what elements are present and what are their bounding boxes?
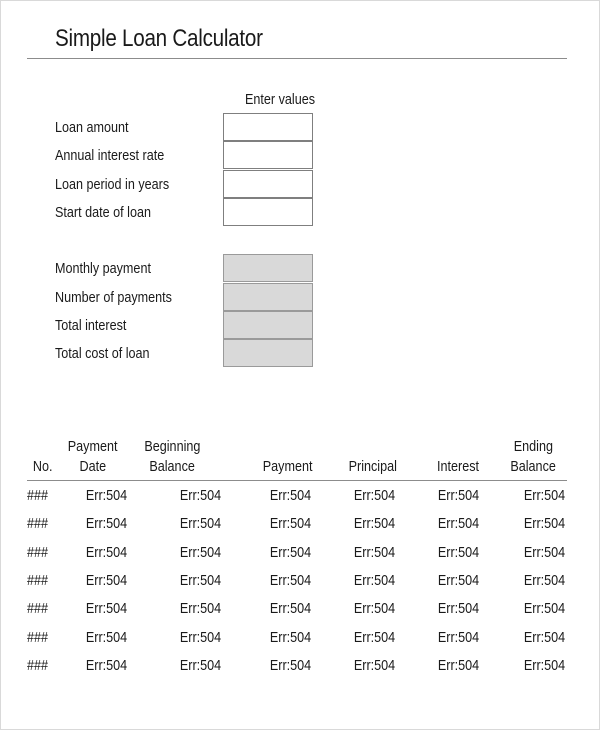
cell-no: ### <box>27 571 49 589</box>
cell-payment-date: Err:504 <box>85 600 127 618</box>
start-date-label: Start date of loan <box>55 204 151 221</box>
cell-ending-balance: Err:504 <box>523 571 565 589</box>
annual-interest-rate-label: Annual interest rate <box>55 147 165 164</box>
loan-period-input[interactable] <box>223 170 313 198</box>
loan-amount-label: Loan amount <box>55 119 129 136</box>
header-ending-balance: Ending Balance <box>510 438 556 475</box>
table-row <box>1 482 600 510</box>
cell-beginning-balance: Err:504 <box>179 656 221 674</box>
cell-principal: Err:504 <box>353 628 395 646</box>
cell-ending-balance: Err:504 <box>523 543 565 561</box>
cell-beginning-balance: Err:504 <box>179 571 221 589</box>
cell-ending-balance: Err:504 <box>523 600 565 618</box>
cell-interest: Err:504 <box>437 543 479 561</box>
cell-no: ### <box>27 656 49 674</box>
table-row <box>1 624 600 652</box>
cell-interest: Err:504 <box>437 487 479 504</box>
cell-ending-balance: Err:504 <box>523 628 565 646</box>
table-header-divider <box>27 480 567 481</box>
cell-payment-date: Err:504 <box>85 571 127 589</box>
enter-values-label: Enter values <box>245 91 316 108</box>
cell-beginning-balance: Err:504 <box>179 515 221 533</box>
cell-interest: Err:504 <box>437 571 479 589</box>
cell-payment: Err:504 <box>269 600 311 618</box>
table-row <box>1 652 600 680</box>
cell-interest: Err:504 <box>437 600 479 618</box>
cell-payment: Err:504 <box>269 543 311 561</box>
header-payment: Payment <box>263 458 313 475</box>
cell-beginning-balance: Err:504 <box>179 600 221 618</box>
total-cost-output <box>223 339 313 367</box>
cell-interest: Err:504 <box>437 515 479 533</box>
cell-principal: Err:504 <box>353 656 395 674</box>
header-beginning-balance: Beginning Balance <box>143 438 201 475</box>
table-row <box>1 595 600 623</box>
cell-payment-date: Err:504 <box>85 656 127 674</box>
monthly-payment-label: Monthly payment <box>55 260 151 277</box>
cell-payment-date: Err:504 <box>85 628 127 646</box>
cell-payment-date: Err:504 <box>85 487 127 504</box>
monthly-payment-output <box>223 254 313 282</box>
annual-interest-rate-input[interactable] <box>223 141 313 169</box>
cell-payment: Err:504 <box>269 571 311 589</box>
cell-ending-balance: Err:504 <box>523 487 565 504</box>
start-date-input[interactable] <box>223 198 313 226</box>
table-row <box>1 510 600 538</box>
cell-principal: Err:504 <box>353 487 395 504</box>
cell-no: ### <box>27 487 49 504</box>
total-interest-label: Total interest <box>55 317 127 334</box>
page-title: Simple Loan Calculator <box>55 25 263 52</box>
cell-principal: Err:504 <box>353 600 395 618</box>
cell-beginning-balance: Err:504 <box>179 628 221 646</box>
cell-no: ### <box>27 543 49 561</box>
cell-beginning-balance: Err:504 <box>179 487 221 504</box>
cell-principal: Err:504 <box>353 515 395 533</box>
total-interest-output <box>223 311 313 339</box>
number-of-payments-output <box>223 283 313 311</box>
cell-no: ### <box>27 628 49 646</box>
header-principal: Principal <box>348 458 398 475</box>
table-row <box>1 539 600 567</box>
cell-principal: Err:504 <box>353 543 395 561</box>
cell-interest: Err:504 <box>437 656 479 674</box>
cell-payment-date: Err:504 <box>85 515 127 533</box>
cell-payment: Err:504 <box>269 515 311 533</box>
cell-payment: Err:504 <box>269 487 311 504</box>
cell-interest: Err:504 <box>437 628 479 646</box>
total-cost-label: Total cost of loan <box>55 345 150 362</box>
cell-principal: Err:504 <box>353 571 395 589</box>
cell-no: ### <box>27 515 49 533</box>
number-of-payments-label: Number of payments <box>55 289 172 306</box>
header-payment-date: Payment Date <box>68 438 118 475</box>
loan-amount-input[interactable] <box>223 113 313 141</box>
title-divider <box>27 58 567 59</box>
cell-payment-date: Err:504 <box>85 543 127 561</box>
table-row <box>1 567 600 595</box>
cell-no: ### <box>27 600 49 618</box>
header-no: No. <box>33 458 53 475</box>
cell-ending-balance: Err:504 <box>523 515 565 533</box>
cell-ending-balance: Err:504 <box>523 656 565 674</box>
loan-period-label: Loan period in years <box>55 176 170 193</box>
cell-payment: Err:504 <box>269 628 311 646</box>
cell-beginning-balance: Err:504 <box>179 543 221 561</box>
header-interest: Interest <box>436 458 480 475</box>
cell-payment: Err:504 <box>269 656 311 674</box>
